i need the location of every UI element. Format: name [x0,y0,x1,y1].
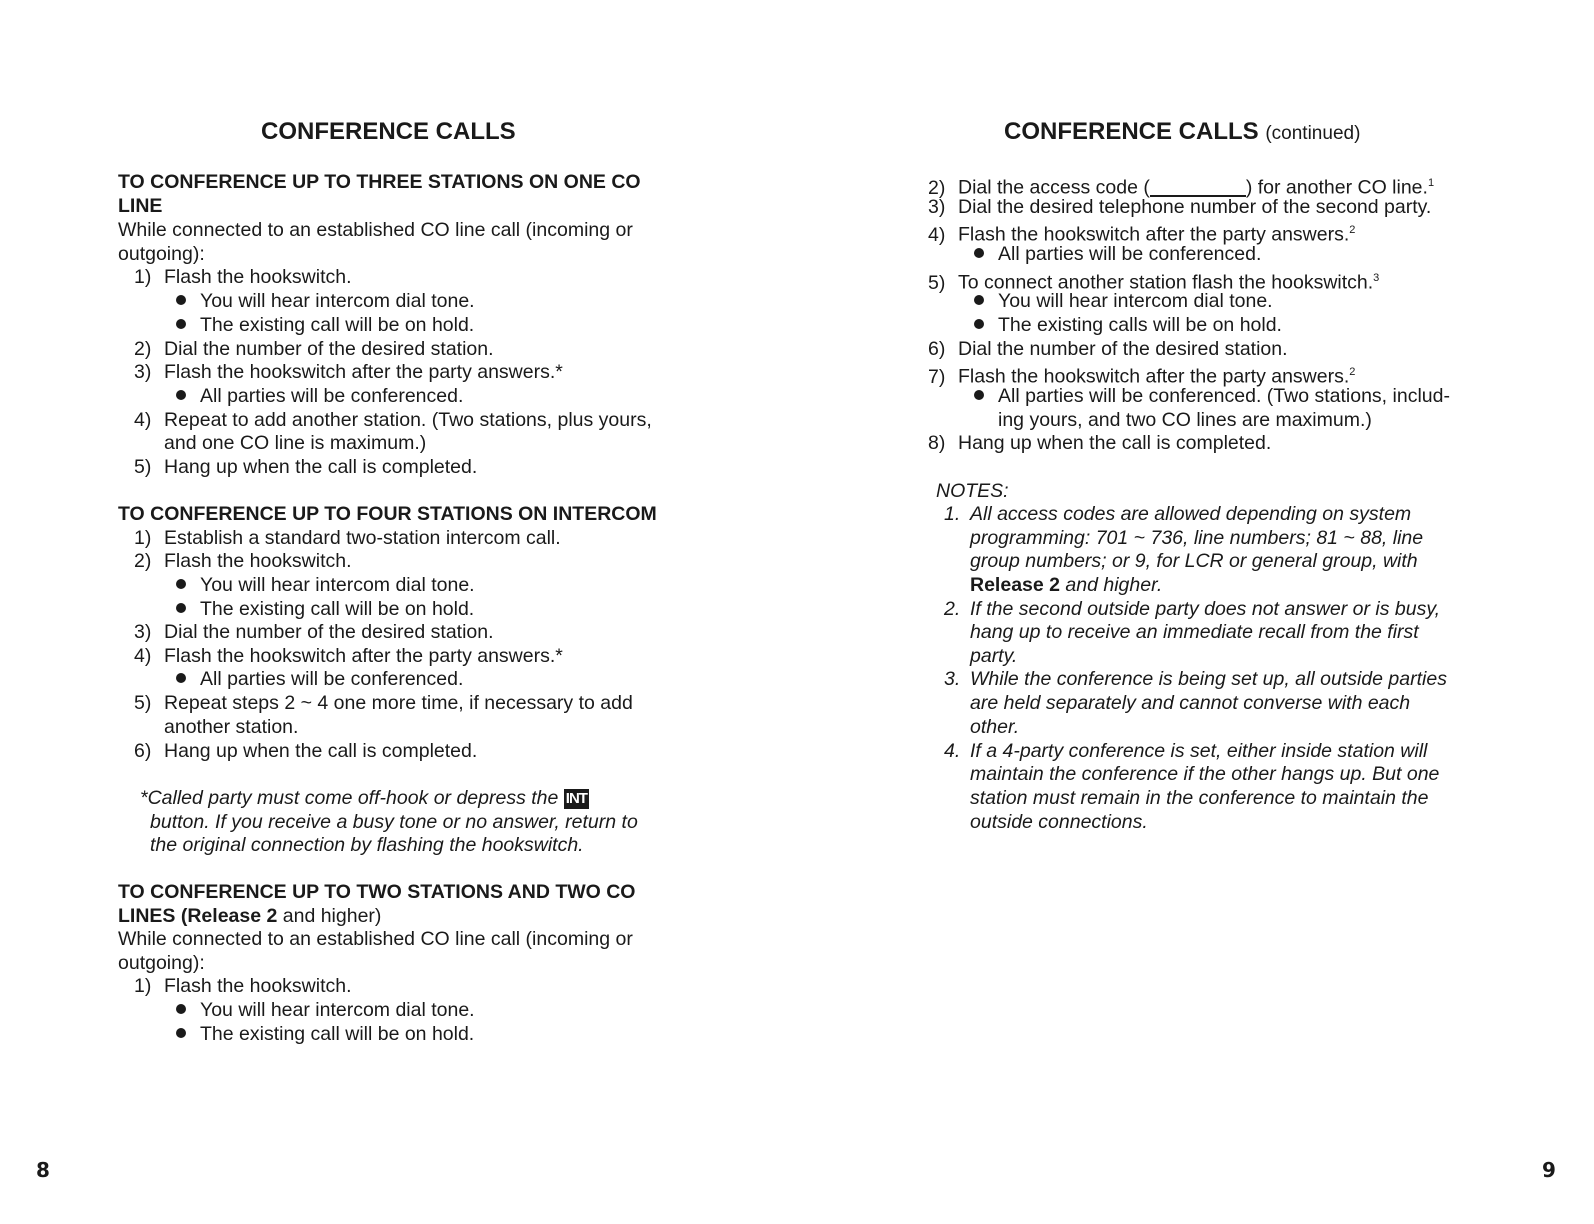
list-item: 1) Flash the hookswitch. [134,975,352,997]
bullet-icon [176,319,186,329]
intro-text: While connected to an established CO line call (incoming or [118,928,633,950]
page-number: 9 [1542,1158,1556,1182]
intro-text-cont: outgoing): [118,243,205,265]
list-item: 2) Dial the access code ( ) for another CO line.$^1$ [928,176,1435,199]
bullet-icon [176,295,186,305]
footnote-cont: button. If you receive a busy tone or no answer, return to [150,811,638,833]
note-text: If the second outside party does not answer or is busy, [970,598,1441,620]
page-title: CONFERENCE CALLS (continued) [1004,118,1361,145]
note-text: outside connections. [970,811,1148,833]
list-item: 1) Flash the hookswitch. [134,266,352,288]
list-item-cont: and one CO line is maximum.) [164,432,427,454]
note-number: 2. [944,598,961,620]
note-text: other. [970,716,1020,738]
list-item: 4) Flash the hookswitch after the party answers.$^2$ [928,223,1356,246]
bullet-icon [974,248,984,258]
list-item: 7) Flash the hookswitch after the party answers.$^2$ [928,365,1356,388]
bullet-item: The existing call will be on hold. [176,313,474,337]
section-heading-cont: LINES (Release 2 and higher) [118,905,382,927]
list-item: 5) Hang up when the call is completed. [134,456,478,478]
list-item: 2) Dial the number of the desired station. [134,338,494,360]
note-number: 1. [944,503,961,525]
note-number: 4. [944,740,961,762]
bullet-item: You will hear intercom dial tone. [176,289,475,313]
bullet-item: You will hear intercom dial tone. [974,289,1273,313]
bullet-icon [176,603,186,613]
list-item: 3) Dial the desired telephone number of the second party. [928,196,1432,218]
list-item: 6) Dial the number of the desired station. [928,338,1288,360]
note-text: station must remain in the conference to maintain the [970,787,1429,809]
bullet-icon [974,390,984,400]
note-text: are held separately and cannot converse with each [970,692,1411,714]
section-heading: TO CONFERENCE UP TO TWO STATIONS AND TWO CO [118,881,636,903]
bullet-icon [176,1004,186,1014]
note-text: group numbers; or 9, for LCR or general group, with [970,550,1418,572]
section-heading: TO CONFERENCE UP TO THREE STATIONS ON ONE CO [118,171,641,193]
bullet-item: All parties will be conferenced. (Two stations, includ- [974,384,1450,408]
note-number: 3. [944,668,961,690]
bullet-item: The existing call will be on hold. [176,597,474,621]
bullet-icon [176,673,186,683]
notes-title: NOTES: [936,480,1009,502]
list-item: 5) To connect another station flash the hookswitch.$^3$ [928,271,1380,294]
bullet-icon [974,295,984,305]
bullet-icon [176,1028,186,1038]
bullet-icon [176,579,186,589]
note-text: hang up to receive an immediate recall from the first [970,621,1419,643]
access-code-blank [1150,179,1246,197]
list-item: 5) Repeat steps 2 ~ 4 one more time, if necessary to add [134,692,633,714]
bullet-item: The existing calls will be on hold. [974,313,1282,337]
bullet-item-cont: ing yours, and two CO lines are maximum.) [998,409,1372,431]
bullet-item: You will hear intercom dial tone. [176,573,475,597]
note-text: If a 4-party conference is set, either inside station will [970,740,1428,762]
bullet-item: All parties will be conferenced. [974,242,1261,266]
list-item: 8) Hang up when the call is completed. [928,432,1272,454]
list-item: 3) Flash the hookswitch after the party answers.* [134,361,563,383]
section-heading: TO CONFERENCE UP TO FOUR STATIONS ON INTERCOM [118,503,657,525]
footnote-cont: the original connection by flashing the hookswitch. [150,834,584,856]
bullet-item: All parties will be conferenced. [176,384,463,408]
bullet-item: You will hear intercom dial tone. [176,998,475,1022]
bullet-item: All parties will be conferenced. [176,667,463,691]
list-item: 3) Dial the number of the desired station. [134,621,494,643]
footnote: *Called party must come off-hook or depress the INT [140,787,587,809]
note-text: party. [970,645,1018,667]
bullet-item: The existing call will be on hold. [176,1022,474,1046]
bullet-icon [176,390,186,400]
list-item: 4) Repeat to add another station. (Two stations, plus yours, [134,409,652,431]
page-title: CONFERENCE CALLS [261,118,516,145]
int-key-icon: INT [565,790,587,807]
note-text: maintain the conference if the other hangs up. But one [970,763,1440,785]
note-text: All access codes are allowed depending on system [970,503,1412,525]
list-item-cont: another station. [164,716,299,738]
list-item: 1) Establish a standard two-station intercom call. [134,527,561,549]
intro-text-cont: outgoing): [118,952,205,974]
note-text: programming: 701 ~ 736, line numbers; 81 ~ 88, line [970,527,1424,549]
list-item: 2) Flash the hookswitch. [134,550,352,572]
section-heading-cont: LINE [118,195,163,217]
list-item: 4) Flash the hookswitch after the party answers.* [134,645,563,667]
page-number: 8 [36,1158,50,1182]
list-item: 6) Hang up when the call is completed. [134,740,478,762]
intro-text: While connected to an established CO line call (incoming or [118,219,633,241]
note-text: Release 2 and higher. [970,574,1163,596]
note-text: While the conference is being set up, all outside parties [970,668,1447,690]
bullet-icon [974,319,984,329]
